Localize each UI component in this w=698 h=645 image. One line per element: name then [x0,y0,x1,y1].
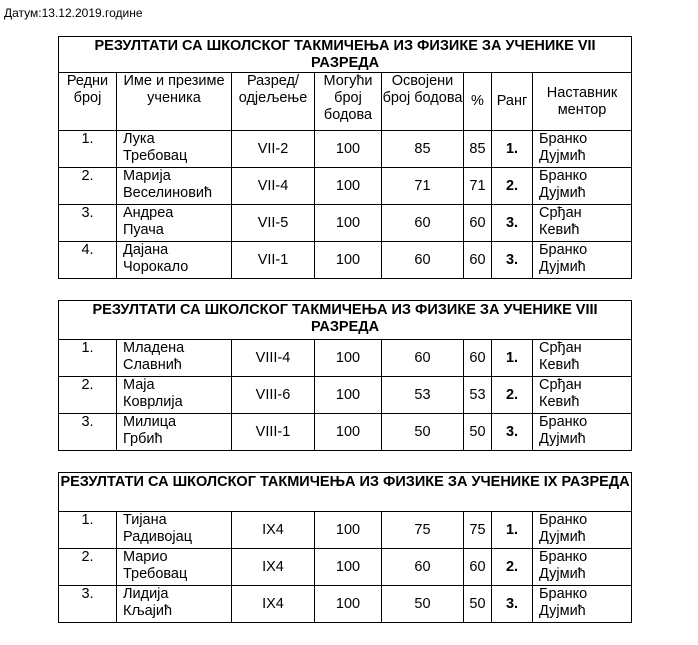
table-row [59,414,632,451]
student-last-name: Радивојац [123,529,193,545]
max-points: 100 [315,168,382,205]
student-name-cell [117,340,232,377]
mentor-last-name: Дујмић [539,185,586,201]
student-first-name: Марио [123,549,168,565]
header-rank: Ранг [492,73,533,131]
rank: 2. [492,377,533,414]
mentor-last-name: Дујмић [539,529,586,545]
mentor-first-name: Бранко [539,586,588,602]
percent: 50 [464,414,492,451]
percent: 85 [464,131,492,168]
mentor-cell [533,414,632,451]
points-won: 53 [382,377,464,414]
section-title: РЕЗУЛТАТИ СА ШКОЛСКОГ ТАКМИЧЕЊА ИЗ ФИЗИКЕ ЗА УЧЕНИКЕ VIII РАЗРЕДА [59,301,632,340]
mentor-first-name: Срђан [539,377,582,393]
max-points: 100 [315,131,382,168]
student-first-name: Марија [123,168,171,184]
student-last-name: Грбић [123,431,163,447]
percent: 60 [464,340,492,377]
mentor-last-name: Дујмић [539,566,586,582]
grade-class: IX4 [232,586,315,623]
mentor-first-name: Бранко [539,549,588,565]
header-rank-number: Редни број [59,73,117,131]
header-mentor: Наставник ментор [533,73,632,131]
points-won: 71 [382,168,464,205]
student-last-name: Кљајић [123,603,173,619]
points-won: 60 [382,340,464,377]
student-first-name: Младена [123,340,185,356]
mentor-last-name: Дујмић [539,259,586,275]
grade-class: VII-4 [232,168,315,205]
table-row [59,340,632,377]
table-row [59,377,632,414]
student-last-name: Чорокало [123,259,189,275]
spacer-cell [59,279,632,301]
max-points: 100 [315,242,382,279]
mentor-last-name: Дујмић [539,431,586,447]
student-first-name: Милица [123,414,177,430]
student-name-cell [117,131,232,168]
rank: 1. [492,512,533,549]
table-row [59,131,632,168]
mentor-first-name: Срђан [539,340,582,356]
max-points: 100 [315,512,382,549]
header-points-won: Освојени број бодова [382,73,464,131]
student-first-name: Андреа [123,205,174,221]
grade-class: VII-1 [232,242,315,279]
row-number: 1. [59,131,117,168]
points-won: 50 [382,586,464,623]
student-first-name: Лидија [123,586,169,602]
student-name-cell [117,512,232,549]
table-row [59,205,632,242]
mentor-cell [533,131,632,168]
percent: 60 [464,205,492,242]
table-row [59,242,632,279]
rank: 3. [492,586,533,623]
max-points: 100 [315,340,382,377]
header-max-points: Могући број бодова [315,73,382,131]
mentor-last-name: Кевић [539,394,580,410]
mentor-first-name: Бранко [539,512,588,528]
max-points: 100 [315,205,382,242]
mentor-cell [533,377,632,414]
percent: 60 [464,549,492,586]
header-grade-class: Разред/ одјељење [232,73,315,131]
grade-class: IX4 [232,549,315,586]
percent: 50 [464,586,492,623]
section-title-row [59,37,632,73]
grade-class: VIII-4 [232,340,315,377]
section-title-row [59,301,632,340]
grade-class: VIII-6 [232,377,315,414]
mentor-cell [533,586,632,623]
mentor-cell [533,549,632,586]
rank: 2. [492,549,533,586]
student-first-name: Лука [123,131,155,147]
mentor-cell [533,168,632,205]
rank: 3. [492,414,533,451]
mentor-last-name: Дујмић [539,148,586,164]
document-date: Датум:13.12.2019.године [4,6,143,20]
percent: 71 [464,168,492,205]
student-first-name: Тијана [123,512,167,528]
section-spacer [59,451,632,473]
mentor-first-name: Бранко [539,414,588,430]
mentor-last-name: Кевић [539,357,580,373]
spacer-cell [59,451,632,473]
row-number: 1. [59,512,117,549]
section-spacer [59,279,632,301]
student-first-name: Маја [123,377,155,393]
student-last-name: Пуача [123,222,164,238]
max-points: 100 [315,414,382,451]
row-number: 2. [59,549,117,586]
mentor-first-name: Бранко [539,242,588,258]
max-points: 100 [315,586,382,623]
header-student-name: Име и презиме ученика [117,73,232,131]
percent: 53 [464,377,492,414]
rank: 1. [492,131,533,168]
mentor-first-name: Бранко [539,131,588,147]
student-name-cell [117,168,232,205]
mentor-cell [533,340,632,377]
section-title: РЕЗУЛТАТИ СА ШКОЛСКОГ ТАКМИЧЕЊА ИЗ ФИЗИКЕ ЗА УЧЕНИКЕ IX РАЗРЕДА [59,473,632,512]
student-last-name: Веселиновић [123,185,213,201]
mentor-last-name: Кевић [539,222,580,238]
student-first-name: Дајана [123,242,169,258]
max-points: 100 [315,377,382,414]
mentor-first-name: Бранко [539,168,588,184]
student-last-name: Славнић [123,357,182,373]
row-number: 4. [59,242,117,279]
points-won: 60 [382,242,464,279]
mentor-last-name: Дујмић [539,603,586,619]
mentor-first-name: Срђан [539,205,582,221]
points-won: 60 [382,205,464,242]
section-title: РЕЗУЛТАТИ СА ШКОЛСКОГ ТАКМИЧЕЊА ИЗ ФИЗИКЕ ЗА УЧЕНИКЕ VII РАЗРЕДА [59,37,632,73]
mentor-cell [533,205,632,242]
row-number: 2. [59,377,117,414]
student-name-cell [117,242,232,279]
row-number: 3. [59,205,117,242]
points-won: 50 [382,414,464,451]
rank: 3. [492,242,533,279]
row-number: 3. [59,414,117,451]
max-points: 100 [315,549,382,586]
student-last-name: Требовац [123,148,188,164]
percent: 60 [464,242,492,279]
points-won: 60 [382,549,464,586]
section-title-row [59,473,632,512]
table-row [59,549,632,586]
student-name-cell [117,377,232,414]
points-won: 75 [382,512,464,549]
row-number: 2. [59,168,117,205]
results-table [58,36,632,623]
rank: 3. [492,205,533,242]
student-name-cell [117,205,232,242]
table-row [59,512,632,549]
student-name-cell [117,586,232,623]
rank: 1. [492,340,533,377]
grade-class: VIII-1 [232,414,315,451]
student-name-cell [117,414,232,451]
table-header-row [59,73,632,131]
mentor-cell [533,512,632,549]
rank: 2. [492,168,533,205]
grade-class: IX4 [232,512,315,549]
grade-class: VII-5 [232,205,315,242]
row-number: 1. [59,340,117,377]
student-last-name: Требовац [123,566,188,582]
header-percent: % [464,73,492,131]
student-name-cell [117,549,232,586]
row-number: 3. [59,586,117,623]
points-won: 85 [382,131,464,168]
table-row [59,586,632,623]
table-row [59,168,632,205]
percent: 75 [464,512,492,549]
grade-class: VII-2 [232,131,315,168]
student-last-name: Коврлија [123,394,183,410]
mentor-cell [533,242,632,279]
